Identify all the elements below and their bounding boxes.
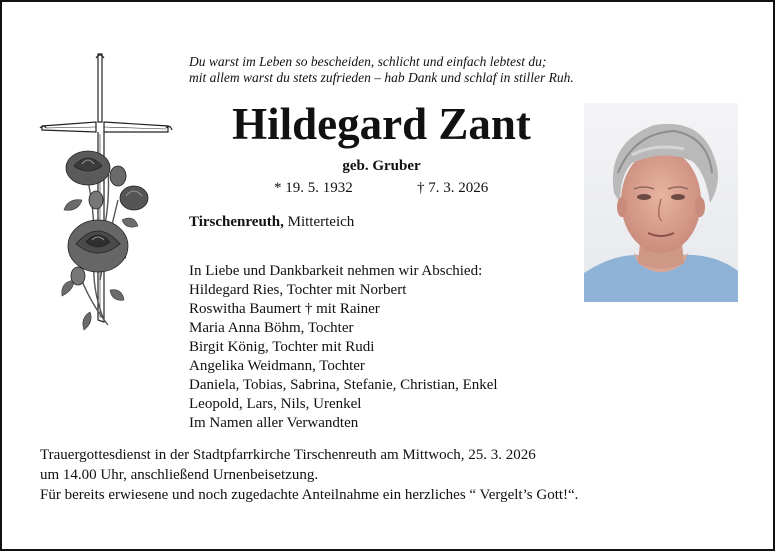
mourner-line: Birgit König, Tochter mit Rudi [189, 339, 375, 355]
mourner-line: Roswitha Baumert † mit Rainer [189, 301, 380, 317]
service-line: Für bereits erwiesene und noch zugedachte Anteilnahme ein herzliches “ Vergelt’s Gott!“. [40, 487, 579, 503]
mourners-list [189, 262, 498, 433]
deceased-name: Hildegard Zant [232, 99, 531, 149]
service-line: Trauergottesdienst in der Stadtpfarrkirche Tirschenreuth am Mittwoch, 25. 3. 2026 [40, 447, 536, 463]
poem [189, 54, 629, 86]
portrait-photo [584, 103, 738, 302]
location [189, 214, 354, 231]
location-secondary: Mitterteich [283, 214, 355, 230]
cross-with-roses-icon [38, 50, 174, 332]
maiden-name: geb. Gruber [342, 158, 421, 174]
service-info [40, 445, 578, 505]
poem-line: mit allem warst du stets zufrieden – hab Dank und schlaf in stiller Ruh. [189, 70, 574, 85]
mourner-line: Hildegard Ries, Tochter mit Norbert [189, 282, 407, 298]
poem-line: Du warst im Leben so bescheiden, schlicht und einfach lebtest du; [189, 54, 547, 69]
mourner-line: Leopold, Lars, Nils, Urenkel [189, 396, 362, 412]
service-line: um 14.00 Uhr, anschließend Urnenbeisetzung. [40, 467, 319, 483]
birth-date: * 19. 5. 1932 [274, 180, 353, 196]
mourner-line: Angelika Weidmann, Tochter [189, 358, 365, 374]
location-primary: Tirschenreuth, [189, 214, 284, 230]
mourner-line: Im Namen aller Verwandten [189, 415, 359, 431]
mourner-line: In Liebe und Dankbarkeit nehmen wir Abschied: [189, 263, 483, 279]
mourner-line: Daniela, Tobias, Sabrina, Stefanie, Christian, Enkel [189, 377, 498, 393]
mourner-line: Maria Anna Böhm, Tochter [189, 320, 354, 336]
death-date: † 7. 3. 2026 [417, 180, 489, 196]
